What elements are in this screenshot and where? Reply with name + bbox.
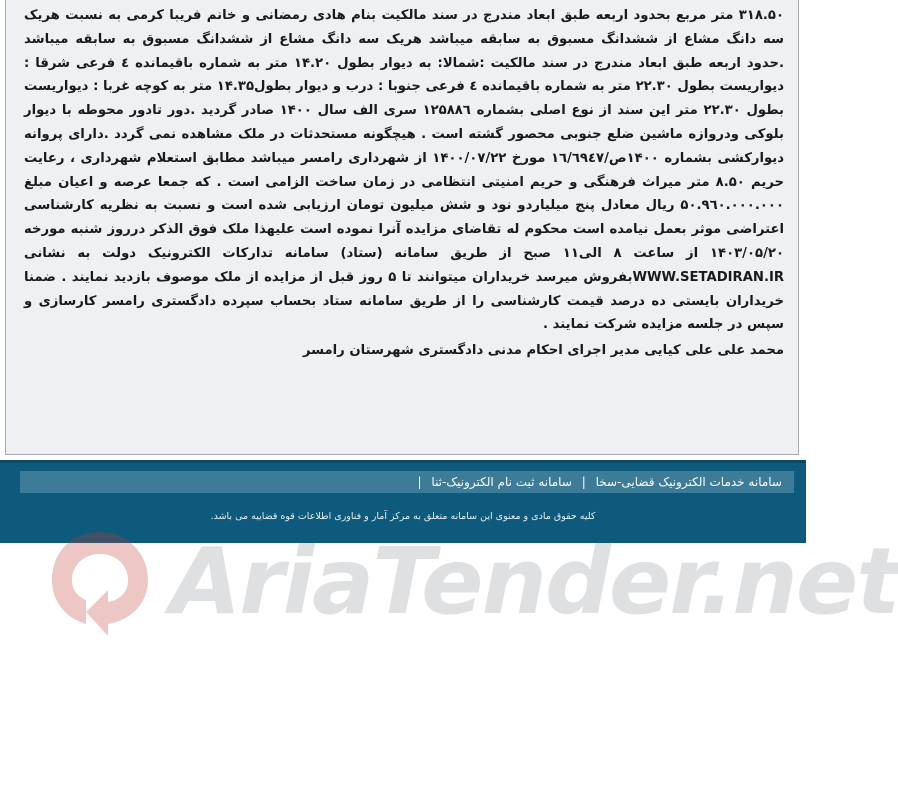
link-tana[interactable]: سامانه ثبت نام الکترونیک-ثنا — [431, 475, 572, 489]
notice-text — [6, 0, 798, 337]
footer-links-bar — [20, 471, 794, 493]
watermark — [40, 520, 898, 650]
link-sana[interactable]: سامانه خدمات الکترونیک قضایی-سخا — [595, 475, 782, 489]
watermark-text: AriaTender.net — [170, 528, 898, 635]
notice-signature: محمد علی علی کیایی مدیر اجرای احکام مدنی دادگستری شهرستان رامسر — [302, 343, 784, 359]
notice-panel — [5, 0, 799, 455]
footer-separator-end: | — [417, 475, 422, 489]
footer-separator: | — [581, 475, 586, 489]
notice-paragraph: ۳۱۸.۵۰ متر مربع بحدود اربعه طبق ابعاد مندرج در سند مالکیت بنام هادی رمضانی و خانم فریبا کرمی به نسبت هریک سه دانگ مشاع از ششدانگ مسبوق به سابقه میباشد هریک سه دانگ مشاع از ششدانگ مسبوق به سابقه میباشد .حدود اربعه طبق ابعاد مندرج در سند مالکیت :شمالا: به دیوار بطول ۱۴.۲۰ متر به شماره باقیمانده ٤ فرعی شرقا : دیواریست بطول ۲۲.۳۰ متر به شماره باقیمانده ٤ فرعی جنوبا : درب و دیوار بطول۱۴.۳۵ متر به کوچه غربا : دیواریست بطول ۲۲.۳۰ متر این سند از نوع اصلی بشماره ۱۲۵۸۸٦ سری الف سال ۱۴۰۰ صادر گردید .دور تادور محوطه با دیوار بلوکی ودروازه ماشین ضلع جنوبی محصور گشته است . هیچگونه مستحدثات در ملک مشاهده نمی گردد .دارای پروانه دیوارکشی بشماره ۱۴۰۰ص/۱٦/٦۹٤۷ مورخ ۱۴۰۰/۰۷/۲۲ از شهرداری رامسر میباشد مطابق استعلام شهرداری ، رعایت حریم ۸.۵۰ متر میراث فرهنگی و حریم امنیتی انتظامی در زمان ساخت الزامی است . که جمعا عرصه و اعیان مبلغ ۵۰.۹٦۰.۰۰۰.۰۰۰ ریال معادل پنج میلیاردو نود و شش میلیون تومان ارزیابی شده است و نسبت به نظریه کارشناسی اعتراضی موثر بعمل نیامده است محکوم له تقاضای مزایده آنرا نموده است علیهذا ملک فوق الذکر درروز شنبه مورخه ۱۴۰۳/۰۵/۲۰ از ساعت ۸ الی۱۱ صبح از طریق سامانه (ستاد) سامانه تدارکات الکترونیک دولت به نشانی WWW.SETADIRAN.IRبفروش میرسد خریداران میتوانند تا ۵ روز قبل از مزایده از ملک موصوف بازدید نمایند . ضمنا خریداران بایستی ده درصد قیمت کارشناسی را از طریق سامانه ستاد بحساب سپرده دادگستری رامسر کارسازی و سپس در جلسه مزایده شرکت نمایند . — [24, 8, 785, 333]
copyright-notice: کلیه حقوق مادی و معنوی این سامانه متعلق به مرکز آمار و فناوری اطلاعات قوه قضاییه می باشد. — [210, 511, 596, 522]
watermark-logo-icon — [40, 520, 160, 650]
